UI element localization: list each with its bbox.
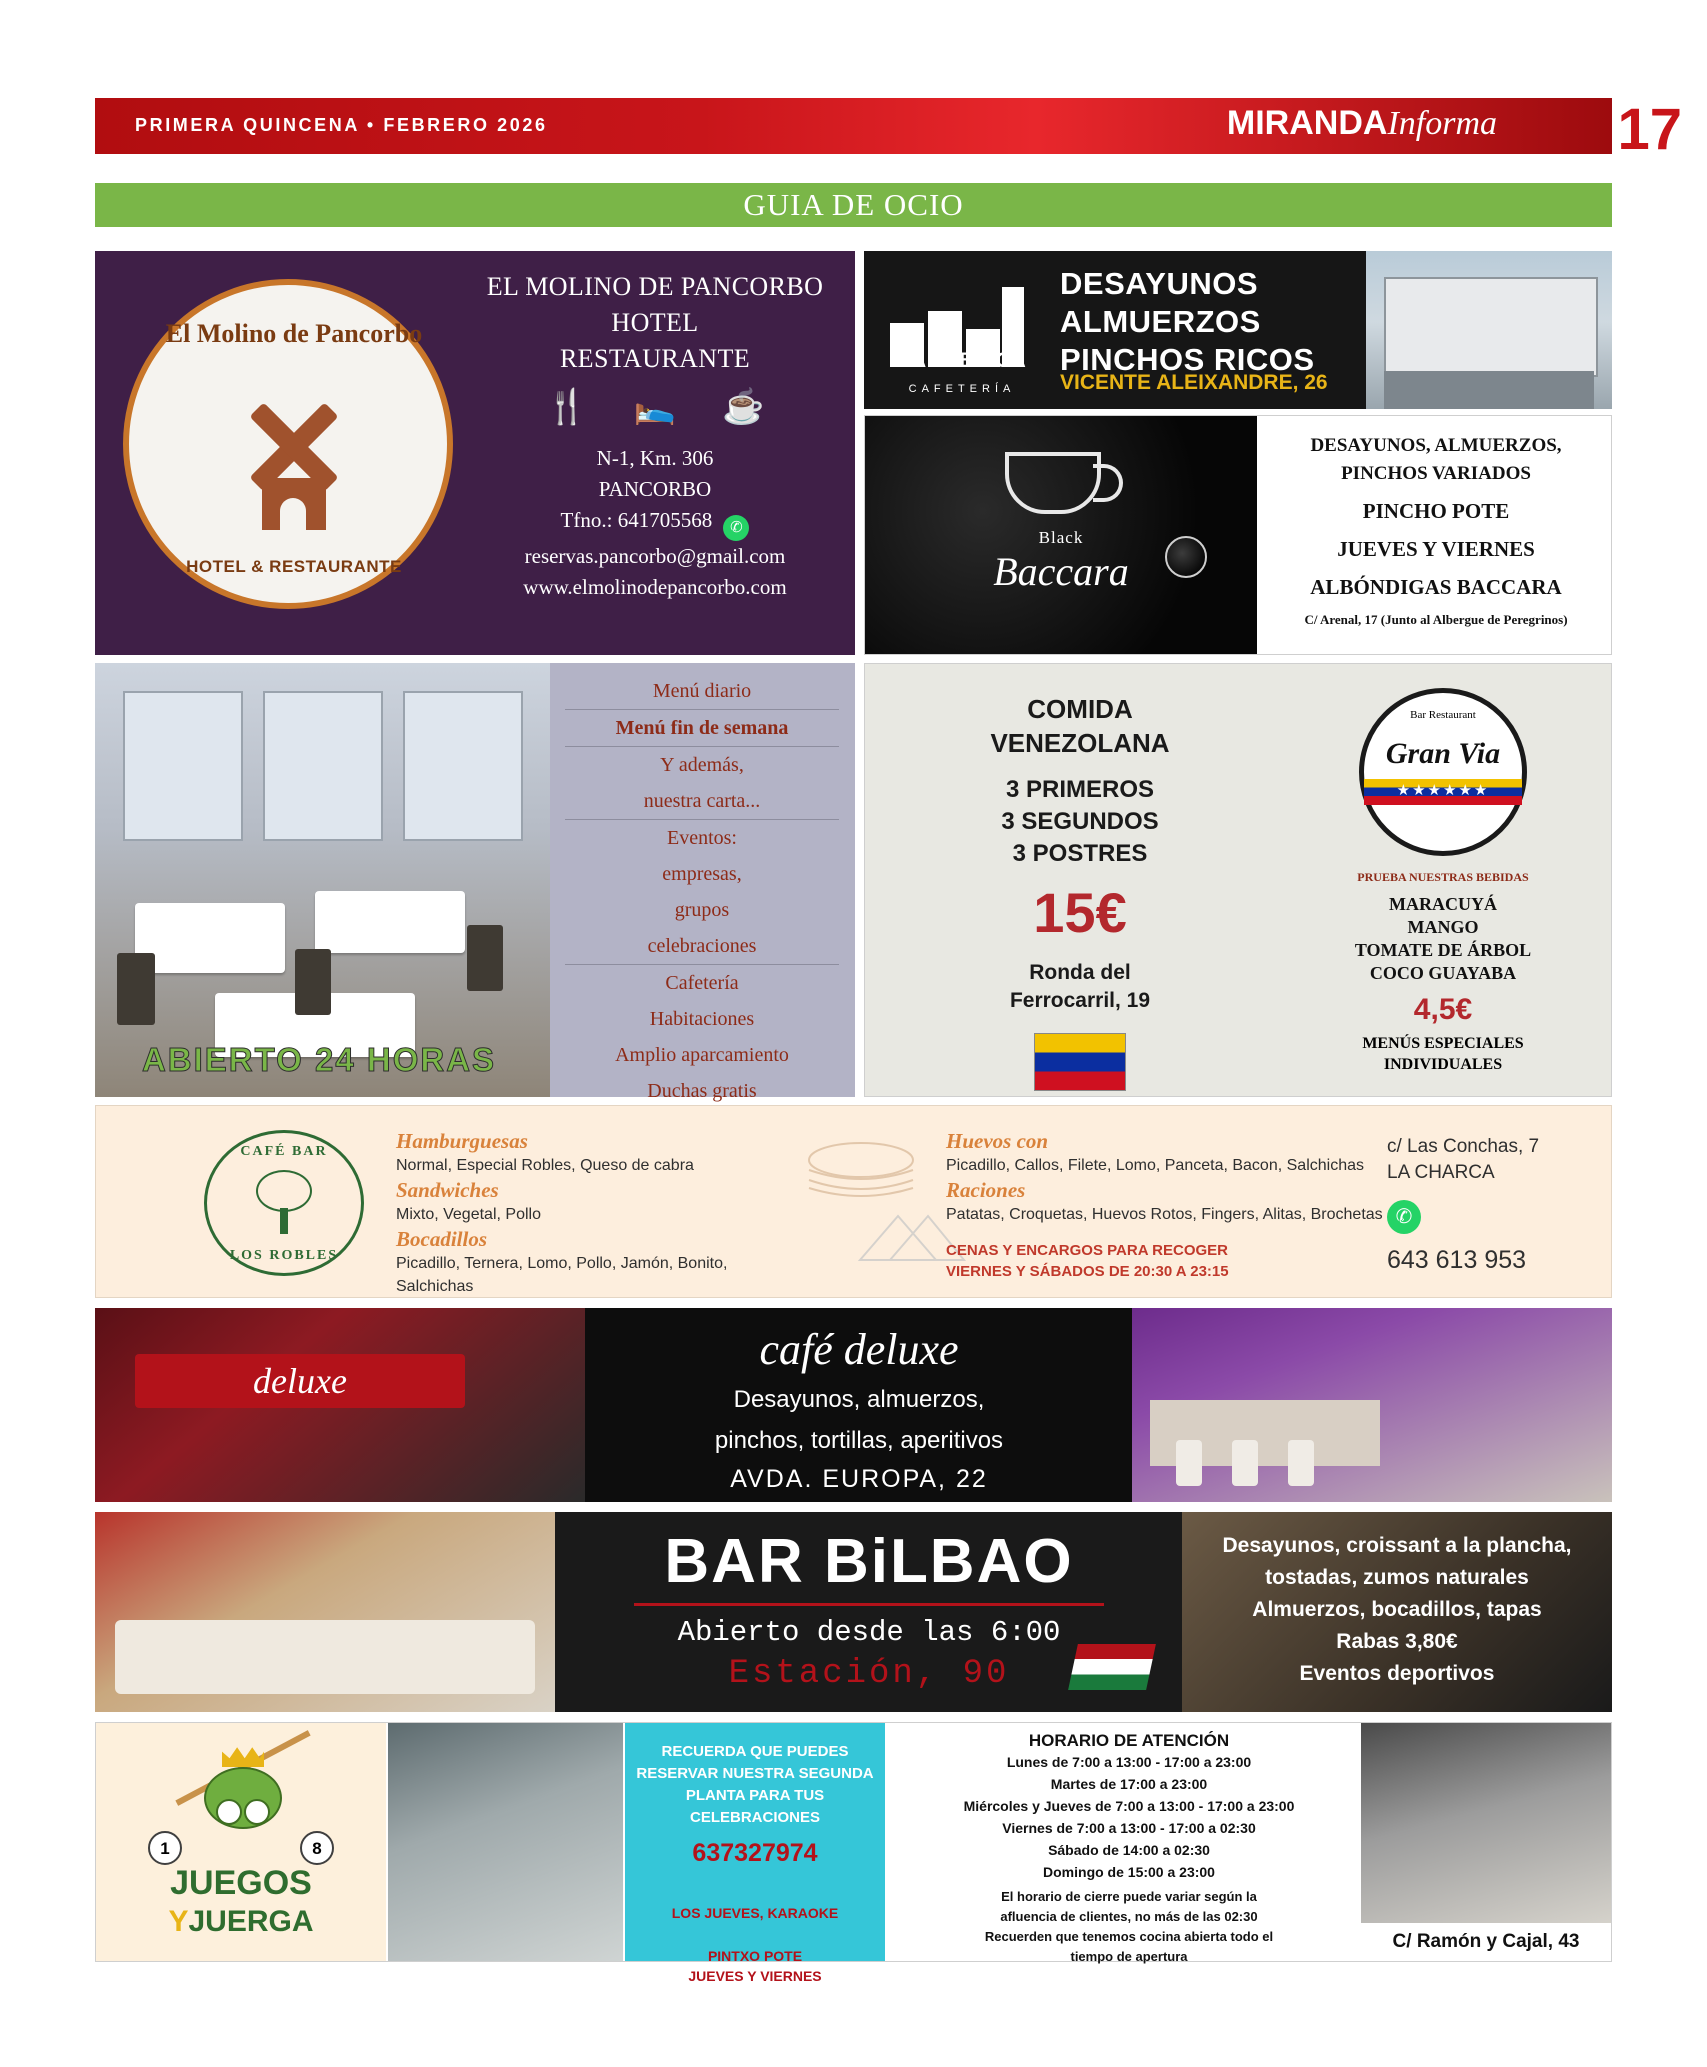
bilbao-offer-list — [1182, 1512, 1612, 1712]
juegos-reserva-line: RECUERDA QUE PUEDES — [661, 1743, 849, 1760]
fabrica-address: VICENTE ALEIXANDRE, 26 — [1060, 371, 1328, 394]
ad-cafe-deluxe — [95, 1308, 1612, 1502]
tree-icon — [256, 1170, 312, 1236]
juegos-phone: 637327974 — [692, 1839, 818, 1867]
bilbao-offer: tostadas, zumos naturales — [1265, 1566, 1529, 1589]
robles-category: Raciones — [946, 1178, 1026, 1202]
robles-note-line-2: VIERNES Y SÁBADOS DE 20:30 A 23:15 — [946, 1263, 1229, 1280]
granvia-drinks-price: 4,5€ — [1413, 993, 1473, 1026]
fabrica-logo-name: LA FÁBRICA — [898, 349, 1026, 372]
service-item: Habitaciones — [649, 1008, 755, 1030]
granvia-price: 15€ — [1033, 881, 1127, 944]
deluxe-interior-photo — [1132, 1308, 1612, 1502]
granvia-drink: MANGO — [1407, 917, 1479, 937]
service-item: Cafetería — [665, 972, 739, 994]
robles-address-2: LA CHARCA — [1387, 1162, 1495, 1183]
granvia-course-1: 3 PRIMEROS — [1005, 776, 1155, 803]
deluxe-sub-2: pinchos, tortillas, aperitivos — [714, 1427, 1004, 1454]
robles-items: Patatas, Croquetas, Huevos Rotos, Fingers, Alitas, Brochetas — [946, 1206, 1383, 1223]
service-item: Menú fin de semana — [615, 717, 789, 739]
deluxe-sub-1: Desayunos, almuerzos, — [733, 1386, 985, 1413]
robles-category: Bocadillos — [396, 1227, 488, 1251]
granvia-menus-line-1: MENÚS ESPECIALES — [1362, 1035, 1524, 1052]
robles-category: Huevos con — [946, 1129, 1049, 1153]
granvia-address-1: Ronda del — [1029, 961, 1131, 984]
brand-main: MIRANDA — [1226, 104, 1388, 142]
baccara-line-5: ALBÓNDIGAS BACCARA — [1310, 575, 1562, 599]
deluxe-name: café deluxe — [759, 1325, 959, 1374]
robles-items: Picadillo, Ternera, Lomo, Pollo, Jamón, Bonito, Salchichas — [396, 1255, 728, 1295]
juegos-logo-name-1: JUEGOS — [170, 1864, 312, 1902]
bilbao-opening: Abierto desde las 6:00 — [677, 1616, 1061, 1649]
juegos-evento-2a: PINTXO POTE — [707, 1948, 803, 1964]
issue-date: PRIMERA QUINCENA • FEBRERO 2026 — [135, 115, 548, 135]
coffee-cup-icon: ☕ — [722, 388, 765, 426]
molino-logo-bottom-text: HOTEL & RESTAURANTE — [186, 557, 402, 576]
robles-category: Hamburguesas — [396, 1129, 528, 1153]
crown-icon — [222, 1745, 264, 1767]
bilbao-info — [559, 1512, 1179, 1712]
schedule-note: Recuerden que tenemos cocina abierta todo el — [984, 1929, 1274, 1944]
granvia-drink: MARACUYÁ — [1389, 894, 1497, 914]
service-item: nuestra carta... — [643, 790, 761, 812]
molino-address-1: N-1, Km. 306 — [596, 446, 714, 470]
rose-icon — [1165, 536, 1207, 578]
service-item: Amplio aparcamiento — [615, 1044, 789, 1066]
service-item: empresas, — [662, 863, 742, 885]
abierto-24-horas-banner: ABIERTO 24 HORAS — [141, 1041, 497, 1078]
molino-phone: Tfno.: 641705568 ✆ — [465, 505, 845, 541]
juegos-logo-juerga: JUERGA — [188, 1905, 314, 1938]
schedule-note: afluencia de clientes, no más de las 02:30 — [1000, 1909, 1258, 1924]
juegos-schedule — [889, 1731, 1369, 1967]
granvia-drinks-title: PRUEBA NUESTRAS BEBIDAS — [1357, 870, 1529, 884]
granvia-logo-top: Bar Restaurant — [1410, 709, 1476, 721]
service-item: celebraciones — [647, 935, 757, 957]
schedule-note: tiempo de apertura — [1070, 1949, 1188, 1964]
molino-title-2: HOTEL — [611, 308, 699, 337]
robles-category: Sandwiches — [396, 1178, 499, 1202]
juegos-logo-name-2 — [96, 1905, 386, 1939]
fabrica-logo — [872, 257, 1052, 403]
bilbao-offer: Almuerzos, bocadillos, tapas — [1252, 1598, 1542, 1621]
page-number: 17 — [1617, 97, 1682, 162]
fabrica-storefront-photo — [1366, 251, 1612, 409]
fabrica-line-2: ALMUERZOS — [1060, 304, 1261, 339]
section-title: GUIA DE OCIO — [95, 183, 1612, 227]
fabrica-offer-list — [1060, 265, 1360, 379]
schedule-row: Martes de 17:00 a 23:00 — [1050, 1776, 1208, 1792]
fabrica-line-3: PINCHOS RICOS — [1060, 342, 1315, 377]
granvia-menu-info — [885, 692, 1275, 1091]
juegos-logo-y: Y — [168, 1905, 189, 1938]
fabrica-line-1: DESAYUNOS — [1060, 266, 1259, 301]
molino-website: www.elmolinodepancorbo.com — [523, 575, 787, 599]
baccara-line-4: JUEVES Y VIERNES — [1337, 537, 1535, 561]
baccara-logo-line-2: Baccara — [993, 549, 1129, 594]
service-item: Y además, — [660, 754, 744, 776]
granvia-drink: TOMATE DE ÁRBOL — [1354, 940, 1532, 960]
juegos-evento-2b: JUEVES Y VIERNES — [688, 1968, 822, 1984]
bilbao-interior-photo — [95, 1512, 555, 1712]
whatsapp-icon: ✆ — [1387, 1200, 1421, 1234]
granvia-title-1: COMIDA — [1027, 694, 1133, 724]
bilbao-offer: Rabas 3,80€ — [1336, 1630, 1458, 1653]
service-item: Menú diario — [652, 680, 752, 702]
cutlery-icon: 🍴 — [545, 388, 588, 426]
robles-menu-column-1 — [396, 1128, 776, 1298]
deluxe-info — [589, 1308, 1129, 1502]
schedule-note: El horario de cierre puede variar según la — [1001, 1889, 1257, 1904]
granvia-course-2: 3 SEGUNDOS — [1001, 808, 1159, 835]
robles-note-line-1: CENAS Y ENCARGOS PARA RECOGER — [946, 1242, 1228, 1259]
baccara-info — [1261, 416, 1611, 654]
granvia-logo-stars: ★★★★★★ — [1396, 782, 1490, 799]
service-item: grupos — [674, 899, 730, 921]
robles-logo-bottom: LOS ROBLES — [229, 1248, 339, 1263]
molino-logo — [123, 279, 453, 609]
billiard-ball-icon: 1 — [148, 1831, 182, 1865]
juegos-interior-photo — [388, 1723, 623, 1961]
juegos-reserva-line: PLANTA PARA TUS CELEBRACIONES — [685, 1787, 825, 1826]
restaurant-interior-photo — [95, 663, 550, 1097]
bed-icon: 🛌 — [633, 388, 677, 426]
juegos-logo — [96, 1723, 386, 1961]
service-item: Duchas gratis — [647, 1080, 757, 1102]
service-item: Eventos: — [667, 827, 737, 849]
ad-cafe-bar-los-robles — [95, 1105, 1612, 1298]
granvia-drink: COCO GUAYABA — [1369, 963, 1517, 983]
robles-logo — [204, 1130, 364, 1276]
whatsapp-icon: ✆ — [723, 515, 749, 541]
schedule-title: HORARIO DE ATENCIÓN — [1028, 1731, 1230, 1750]
baccara-logo — [865, 416, 1257, 654]
ad-juegos-y-juerga — [95, 1722, 1612, 1984]
schedule-row: Miércoles y Jueves de 7:00 a 13:00 - 17:00 a 23:00 — [963, 1798, 1295, 1814]
molino-service-icons — [465, 387, 845, 427]
robles-items: Picadillo, Callos, Filete, Lomo, Panceta, Bacon, Salchichas — [946, 1157, 1364, 1174]
schedule-row: Domingo de 15:00 a 23:00 — [1043, 1864, 1215, 1880]
bilbao-offer: Desayunos, croissant a la plancha, — [1222, 1534, 1572, 1557]
granvia-title-2: VENEZOLANA — [990, 728, 1170, 758]
granvia-logo-name: Gran Via — [1385, 737, 1501, 770]
ad-el-molino-de-pancorbo — [95, 251, 855, 655]
robles-address-1: c/ Las Conchas, 7 — [1387, 1136, 1540, 1157]
deluxe-storefront-photo — [95, 1308, 585, 1502]
bilbao-offer: Eventos deportivos — [1299, 1662, 1495, 1685]
ad-el-molino-services — [95, 663, 855, 1102]
ad-black-baccara — [864, 415, 1612, 655]
coffee-cup-icon — [1005, 452, 1101, 514]
bilbao-name: BAR BiLBAO — [664, 1527, 1074, 1596]
baccara-line-3: PINCHO POTE — [1362, 499, 1510, 523]
frog-icon — [204, 1767, 282, 1829]
baccara-line-1: DESAYUNOS, ALMUERZOS, — [1310, 435, 1562, 456]
fabrica-logo-sub: CAFETERÍA — [908, 383, 1016, 395]
publication-logo — [1227, 104, 1497, 143]
baccara-line-2: PINCHOS VARIADOS — [1341, 463, 1531, 484]
baccara-address: C/ Arenal, 17 (Junto al Albergue de Peregrinos) — [1304, 612, 1568, 627]
molino-address-2: PANCORBO — [598, 477, 712, 501]
juegos-reservation-block — [625, 1723, 885, 1984]
bilbao-address: Estación, 90 — [728, 1655, 1010, 1693]
robles-items: Mixto, Vegetal, Pollo — [396, 1206, 541, 1223]
granvia-menus-line-2: INDIVIDUALES — [1383, 1056, 1503, 1073]
robles-logo-top: CAFÉ BAR — [240, 1144, 328, 1159]
deluxe-address: AVDA. EUROPA, 22 — [730, 1465, 988, 1493]
juegos-reserva-line: RESERVAR NUESTRA SEGUNDA — [636, 1765, 874, 1782]
venezuela-flag-icon — [1034, 1033, 1126, 1091]
granvia-course-3: 3 POSTRES — [1012, 840, 1148, 867]
molino-info — [465, 269, 845, 603]
brand-sub: Informa — [1387, 105, 1497, 142]
molino-logo-top-text: El Molino de Pancorbo — [165, 319, 423, 348]
billiard-ball-icon: 8 — [300, 1831, 334, 1865]
masthead-bar — [95, 98, 1612, 154]
granvia-address-2: Ferrocarril, 19 — [1009, 989, 1151, 1012]
basque-flag-icon — [1068, 1644, 1156, 1690]
ad-la-fabrica — [864, 251, 1612, 409]
granvia-brand-block — [1293, 688, 1593, 1075]
schedule-row: Viernes de 7:00 a 13:00 - 17:00 a 02:30 — [1002, 1820, 1256, 1836]
molino-email: reservas.pancorbo@gmail.com — [524, 544, 786, 568]
robles-items: Normal, Especial Robles, Queso de cabra — [396, 1157, 694, 1174]
granvia-logo — [1359, 688, 1527, 856]
juegos-terrace-photo — [1361, 1723, 1611, 1923]
baccara-logo-line-1: Black — [1038, 528, 1084, 547]
ad-bar-gran-via — [864, 663, 1612, 1097]
burger-illustration — [796, 1140, 926, 1206]
molino-title-3: RESTAURANTE — [559, 344, 751, 373]
ad-bar-bilbao — [95, 1512, 1612, 1712]
robles-phone: 643 613 953 — [1387, 1246, 1527, 1274]
robles-contact — [1387, 1134, 1587, 1275]
deluxe-storefront-sign: deluxe — [135, 1354, 465, 1408]
windmill-icon — [224, 380, 364, 530]
juegos-evento-1: LOS JUEVES, KARAOKE — [671, 1905, 839, 1921]
schedule-row: Lunes de 7:00 a 13:00 - 17:00 a 23:00 — [1006, 1754, 1252, 1770]
juegos-address: C/ Ramón y Cajal, 43 — [1361, 1923, 1611, 1961]
schedule-row: Sábado de 14:00 a 02:30 — [1048, 1842, 1210, 1858]
molino-title-1: EL MOLINO DE PANCORBO — [486, 272, 824, 301]
molino-services-list — [555, 673, 849, 1109]
